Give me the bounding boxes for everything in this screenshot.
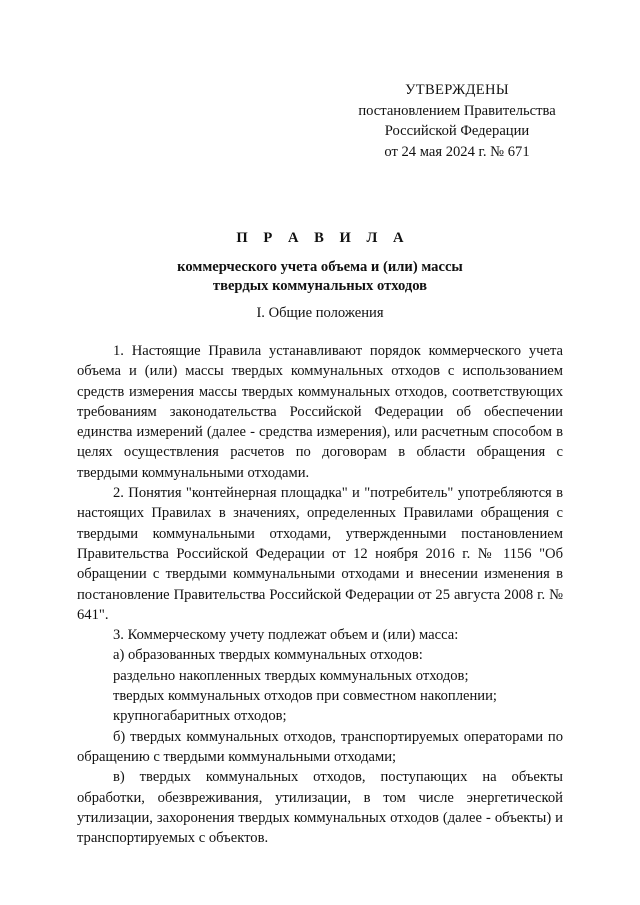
title-subtitle-line: твердых коммунальных отходов <box>212 278 428 294</box>
approval-line: постановлением Правительства <box>358 102 556 119</box>
approval-line: Российской Федерации <box>384 123 530 139</box>
section-heading: I. Общие положения <box>256 305 384 321</box>
paragraph: 3. Коммерческому учету подлежат объем и (или) масса: <box>113 627 459 644</box>
paragraph: раздельно накопленных твердых коммунальных отходов; <box>113 667 469 684</box>
paragraph: 2. Понятия "контейнерная площадка" и "потребитель" употребляются в настоящих Правилах в значениях, определенных Правилами обращения с твердыми коммунальными отходами, утвержденными постановлением Правительства Российской Федерации от 12 ноября 2016 г. № 1156 "Об обращении с твердыми коммунальными отходами и внесении изменения в постановление Правительства Российской Федерации от 25 августа 2008 г. № 641". <box>77 485 563 623</box>
paragraph: твердых коммунальных отходов при совместном накоплении; <box>113 688 497 705</box>
title-subtitle-line: коммерческого учета объема и (или) массы <box>177 259 463 275</box>
title-subtitle <box>0 258 640 296</box>
paragraph: б) твердых коммунальных отходов, транспортируемых операторами по обращению с твердыми коммунальными отходами; <box>77 728 563 765</box>
approval-date-line: от 24 мая 2024 г. № 671 <box>384 143 530 160</box>
paragraph: 1. Настоящие Правила устанавливают порядок коммерческого учета объема и (или) массы твердых коммунальных отходов с использованием средств измерения массы твердых коммунальных отходов, соответствующих требованиям законодательства Российской Федерации об обеспечении единства измерений (далее - средства измерения), или расчетным способом в целях осуществления расчетов по договорам в области обращения с твердыми коммунальными отходами. <box>77 343 563 481</box>
paragraph: крупногабаритных отходов; <box>113 708 287 725</box>
approval-heading: УТВЕРЖДЕНЫ <box>405 82 509 98</box>
approval-stamp <box>350 80 564 162</box>
paragraph: а) образованных твердых коммунальных отходов: <box>113 647 423 664</box>
document-title <box>0 228 640 296</box>
title-word: П Р А В И Л А <box>236 230 410 246</box>
document-body <box>77 341 563 848</box>
paragraph: в) твердых коммунальных отходов, поступающих на объекты обработки, обезвреживания, утилизации, в том числе энергетической утилизации, захоронения твердых коммунальных отходов (далее - объекты) и транспортируемых с объектов. <box>77 769 563 847</box>
